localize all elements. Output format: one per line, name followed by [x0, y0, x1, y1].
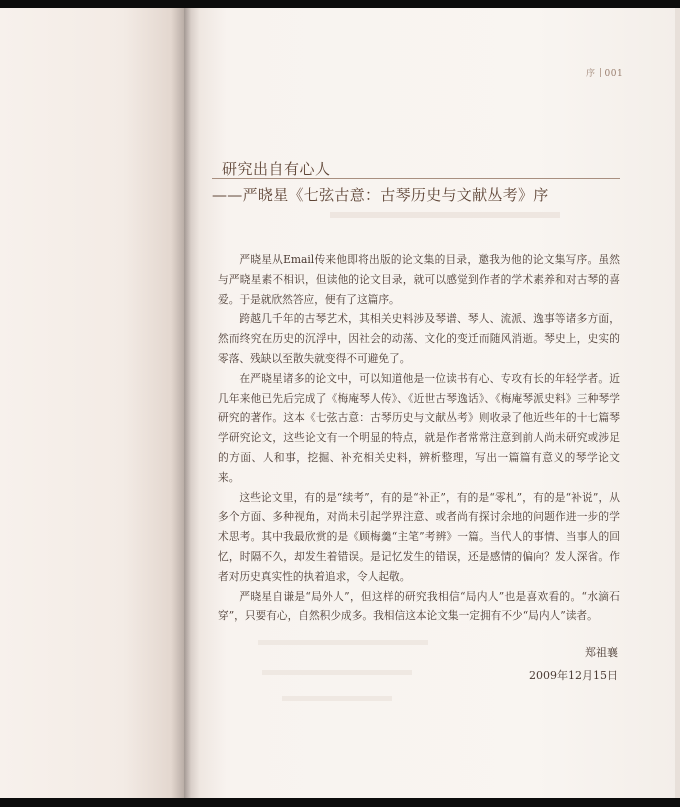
running-head [586, 66, 623, 79]
show-through-text [330, 212, 560, 218]
show-through-text [258, 640, 428, 645]
paragraph: 这些论文里，有的是“续考”，有的是“补正”，有的是“零札”，有的是“补说”，从多个方面、多种视角，对尚未引起学界注意、或者尚有探讨余地的问题作进一步的学术思考。其中我最欣赏的是《顾梅羹“主笔”考辨》一篇。当代人的事情、当事人的回忆，时隔不久，却发生着错误。是记忆发生的错误，还是感情的偏向？发人深省。作者对历史真实性的执着追求，令人起敬。 [218, 490, 620, 583]
paragraph: 严晓星从Email传来他即将出版的论文集的目录，邀我为他的论文集写序。虽然与严晓星素不相识，但读他的论文目录，就可以感觉到作者的学术素养和对古琴的喜爱。于是就欣然答应，便有了这篇序。 [218, 253, 620, 306]
running-head-label: 序 [586, 69, 596, 79]
paragraph: 在严晓星诸多的论文中，可以知道他是一位读书有心、专攻有长的年轻学者。近几年来他已先后完成了《梅庵琴人传》、《近世古琴逸话》、《梅庵琴派史料》三种琴学研究的著作。这本《七弦古意：古琴历史与文献丛考》则收录了他近些年的十七篇琴学研究论文，这些论文有一个明显的特点，就是作者常常注意到前人尚未研究或涉足的方面、人和事，挖掘、补充相关史料，辨析整理，写出一篇篇有意义的琴学论文来。 [218, 371, 620, 484]
show-through-text [262, 670, 412, 675]
book-spread [0, 8, 680, 798]
page-number: 001 [604, 69, 624, 79]
article-title: 研究出自有心人 [222, 160, 331, 178]
article-body [218, 250, 620, 626]
paragraph: 跨越几千年的古琴艺术，其相关史料涉及琴谱、琴人、流派、逸事等诸多方面，然而终究在历史的沉浮中，因社会的动荡、文化的变迁而随风消逝。琴史上，史实的零落、残缺以至散失就变得不可避免了。 [218, 312, 620, 365]
running-head-divider [600, 68, 601, 77]
author-signature: 郑祖襄 [585, 646, 618, 659]
page-edge [675, 8, 680, 798]
show-through-text [282, 696, 392, 701]
article-subtitle: ——严晓星《七弦古意：古琴历史与文献丛考》序 [212, 186, 549, 204]
signature-date: 2009年12月15日 [529, 669, 618, 682]
title-rule [212, 178, 620, 179]
left-blank-page [0, 8, 190, 798]
paragraph: 严晓星自谦是“局外人”，但这样的研究我相信“局内人”也是喜欢看的。“水滴石穿”，只要有心，自然积少成多。我相信这本论文集一定拥有不少“局内人”读者。 [218, 589, 620, 623]
book-gutter [184, 8, 200, 798]
